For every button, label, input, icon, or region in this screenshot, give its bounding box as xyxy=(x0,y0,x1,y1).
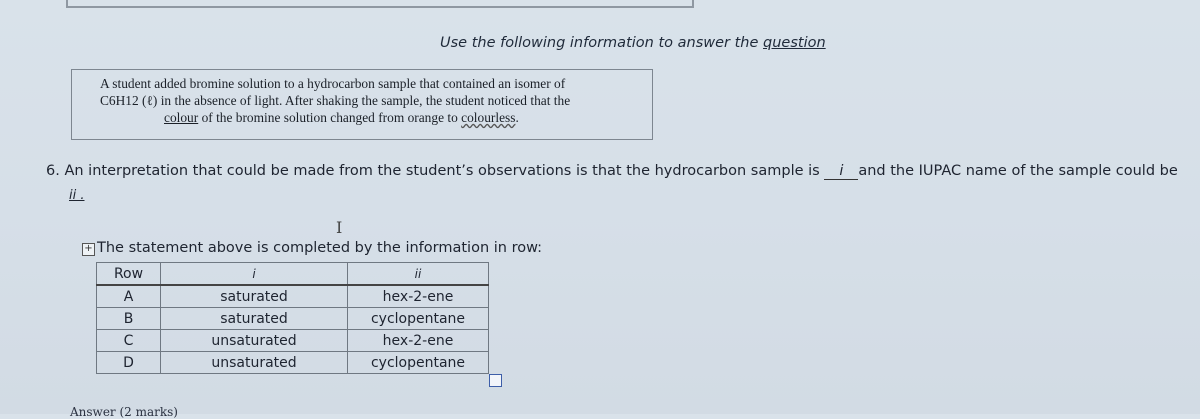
table-resize-checkbox[interactable] xyxy=(489,374,502,387)
question-stem xyxy=(82,240,542,256)
stem-text: The statement above is completed by the information in row: xyxy=(97,240,543,256)
info-colourless-word: colourless xyxy=(461,110,516,125)
intro-prefix: Use the following information to answer the xyxy=(440,35,764,51)
row-i: saturated xyxy=(161,285,348,308)
row-label: B xyxy=(97,308,161,330)
row-label: A xyxy=(97,285,161,308)
row-i: unsaturated xyxy=(161,330,348,352)
table-move-handle-icon[interactable]: + xyxy=(82,243,95,256)
answer-label-cut: Answer (2 marks) xyxy=(70,405,178,419)
table-row xyxy=(97,285,489,308)
question-number: 6. xyxy=(46,163,60,179)
info-line-2: C6H12 (ℓ) in the absence of light. After shaking the sample, the student noticed that the xyxy=(100,93,571,108)
header-row: Row xyxy=(97,263,161,286)
row-ii: cyclopentane xyxy=(348,352,489,374)
info-line-3 xyxy=(100,109,646,126)
header-i: i xyxy=(161,263,348,286)
info-line-1: A student added bromine solution to a hydrocarbon sample that contained an isomer of xyxy=(100,76,566,91)
table-row xyxy=(97,352,489,374)
row-ii: cyclopentane xyxy=(348,308,489,330)
question-6 xyxy=(46,163,1178,180)
info-line-3-middle: of the bromine solution changed from orange to xyxy=(198,110,462,125)
table-header-row xyxy=(97,263,489,286)
blank-i: i xyxy=(824,163,858,180)
row-i: unsaturated xyxy=(161,352,348,374)
table-row xyxy=(97,330,489,352)
row-i: saturated xyxy=(161,308,348,330)
question-text-after: and the IUPAC name of the sample could be xyxy=(858,163,1178,179)
info-line-3-end: . xyxy=(515,110,519,125)
row-ii: hex-2-ene xyxy=(348,330,489,352)
information-box xyxy=(71,69,653,140)
row-label: D xyxy=(97,352,161,374)
info-colour-word: colour xyxy=(164,110,199,125)
row-label: C xyxy=(97,330,161,352)
intro-instruction xyxy=(440,35,826,51)
blank-ii: ii . xyxy=(69,188,85,203)
header-ii: ii xyxy=(348,263,489,286)
table-row xyxy=(97,308,489,330)
intro-underlined: question xyxy=(763,35,826,51)
text-cursor-icon: I xyxy=(336,218,343,237)
question-text-before: An interpretation that could be made from the student’s observations is that the hydrocarbon sample is xyxy=(64,163,825,179)
row-ii: hex-2-ene xyxy=(348,285,489,308)
previous-question-box xyxy=(66,0,694,8)
options-table xyxy=(96,262,489,374)
